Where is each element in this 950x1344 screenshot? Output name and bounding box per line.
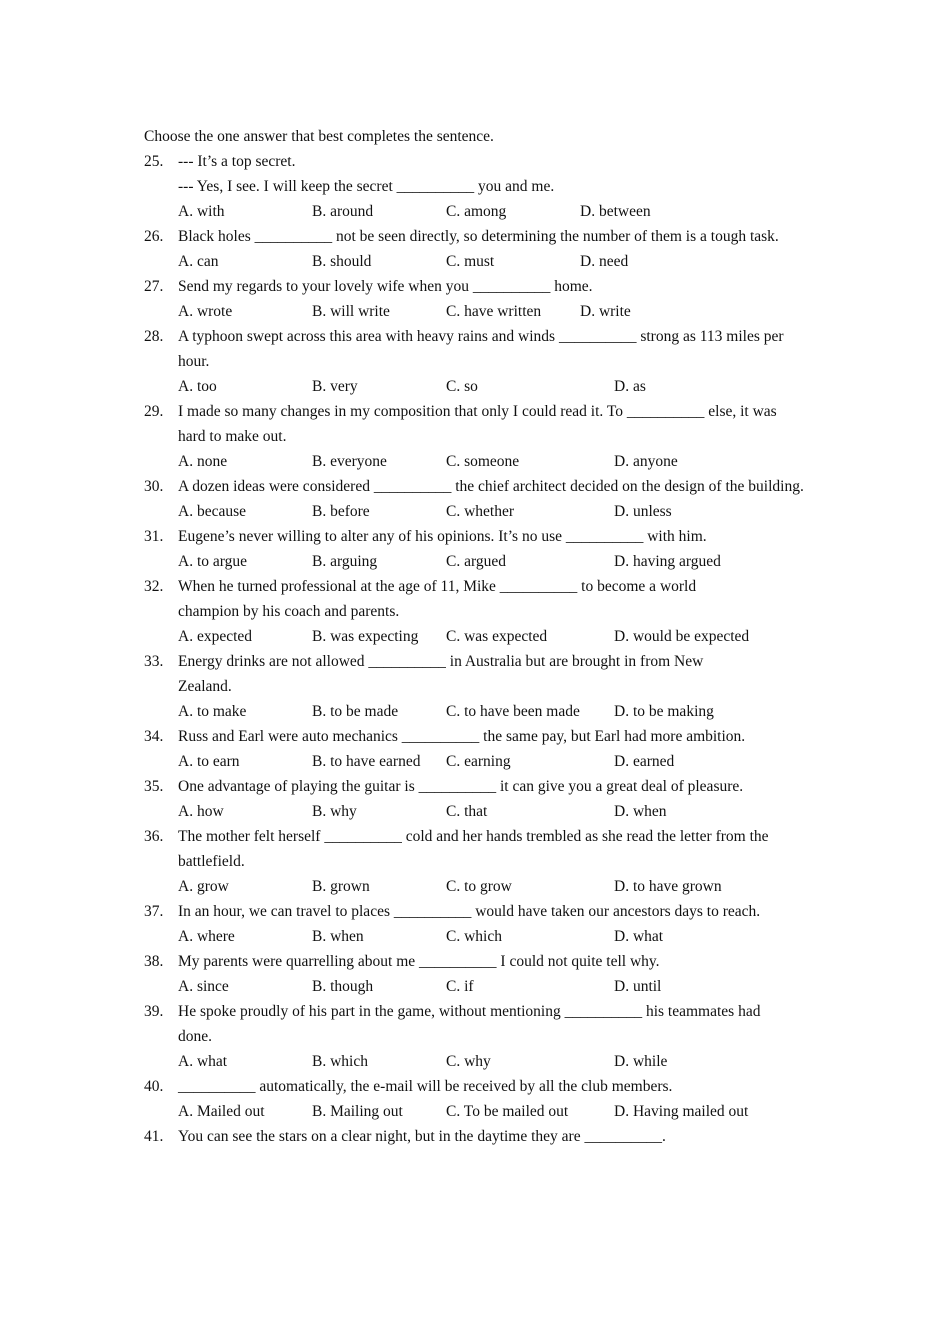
question-stem: Energy drinks are not allowed __________ in Australia but are brought in from New Zealand. <box>178 653 704 695</box>
options-row <box>178 374 808 399</box>
question-number: 31. <box>144 528 164 545</box>
question-body <box>178 324 808 399</box>
question-number: 33. <box>144 653 164 670</box>
option-b[interactable]: B. why <box>312 803 357 820</box>
option-c[interactable]: C. among <box>446 203 507 220</box>
question-body <box>178 899 808 949</box>
options-row <box>178 549 808 574</box>
option-c[interactable]: C. To be mailed out <box>446 1103 569 1120</box>
options-row <box>178 974 808 999</box>
question-number: 29. <box>144 403 164 420</box>
option-a[interactable]: A. to make <box>178 703 247 720</box>
question-stem-line-1: --- It’s a top secret. <box>178 153 296 170</box>
options-row <box>178 799 808 824</box>
question-stem: Black holes __________ not be seen directly, so determining the number of them is a tough task. <box>178 228 779 245</box>
question-stem-line-2: --- Yes, I see. I will keep the secret __________ you and me. <box>178 178 555 195</box>
option-b[interactable]: B. everyone <box>312 453 387 470</box>
option-d[interactable]: D. until <box>614 978 662 995</box>
option-b[interactable]: B. before <box>312 503 370 520</box>
question-26 <box>144 224 808 274</box>
option-b[interactable]: B. should <box>312 253 372 270</box>
options-row <box>178 1099 808 1124</box>
question-number: 40. <box>144 1078 164 1095</box>
option-b[interactable]: B. though <box>312 978 374 995</box>
option-c[interactable]: C. have written <box>446 303 542 320</box>
question-stem: I made so many changes in my composition that only I could read it. To __________ else, it was hard to make out. <box>178 403 777 445</box>
option-b[interactable]: B. will write <box>312 303 390 320</box>
option-c[interactable]: C. to have been made <box>446 703 580 720</box>
options-row <box>178 199 808 224</box>
option-a[interactable]: A. grow <box>178 878 229 895</box>
question-body <box>178 949 808 999</box>
options-row <box>178 449 808 474</box>
options-row <box>178 299 808 324</box>
question-29 <box>144 399 808 474</box>
option-a[interactable]: A. too <box>178 378 217 395</box>
option-d[interactable]: D. having argued <box>614 553 721 570</box>
question-number: 37. <box>144 903 164 920</box>
question-body <box>178 149 808 224</box>
question-stem: Eugene’s never willing to alter any of his opinions. It’s no use __________ with him. <box>178 528 707 545</box>
option-b[interactable]: B. which <box>312 1053 368 1070</box>
question-number: 27. <box>144 278 164 295</box>
question-body <box>178 524 808 574</box>
question-25 <box>144 149 808 224</box>
option-a[interactable]: A. where <box>178 928 235 945</box>
option-d[interactable]: D. as <box>614 378 646 395</box>
question-30 <box>144 474 808 524</box>
option-b[interactable]: B. very <box>312 378 358 395</box>
question-36 <box>144 824 808 899</box>
question-body <box>178 274 808 324</box>
question-number: 32. <box>144 578 164 595</box>
question-body <box>178 224 808 274</box>
option-c[interactable]: C. argued <box>446 553 506 570</box>
question-stem: __________ automatically, the e-mail will be received by all the club members. <box>178 1078 673 1095</box>
option-a[interactable]: A. to argue <box>178 553 248 570</box>
question-body <box>178 474 808 524</box>
question-27 <box>144 274 808 324</box>
option-d[interactable]: D. need <box>580 253 629 270</box>
option-c[interactable]: C. was expected <box>446 628 548 645</box>
question-body <box>178 1074 808 1124</box>
option-b[interactable]: B. was expecting <box>312 628 419 645</box>
question-body <box>178 724 808 774</box>
question-34 <box>144 724 808 774</box>
option-d[interactable]: D. to have grown <box>614 878 722 895</box>
options-row <box>178 499 808 524</box>
question-stem: One advantage of playing the guitar is __________ it can give you a great deal of pleasure. <box>178 778 744 795</box>
option-c[interactable]: C. so <box>446 378 478 395</box>
question-stem: In an hour, we can travel to places __________ would have taken our ancestors days to reach. <box>178 903 761 920</box>
question-number: 38. <box>144 953 164 970</box>
option-c[interactable]: C. whether <box>446 503 515 520</box>
question-body <box>178 824 808 899</box>
question-39 <box>144 999 808 1074</box>
option-a[interactable]: A. because <box>178 503 246 520</box>
option-a[interactable]: A. to earn <box>178 753 240 770</box>
question-28 <box>144 324 808 399</box>
options-row <box>178 924 808 949</box>
option-a[interactable]: A. can <box>178 253 219 270</box>
option-c[interactable]: C. earning <box>446 753 511 770</box>
question-37 <box>144 899 808 949</box>
question-number: 25. <box>144 153 164 170</box>
question-32 <box>144 574 808 649</box>
question-38 <box>144 949 808 999</box>
option-c[interactable]: C. must <box>446 253 495 270</box>
option-c[interactable]: C. if <box>446 978 474 995</box>
option-d[interactable]: D. earned <box>614 753 675 770</box>
question-stem: You can see the stars on a clear night, but in the daytime they are __________. <box>178 1128 666 1145</box>
question-number: 34. <box>144 728 164 745</box>
option-d[interactable]: D. write <box>580 303 631 320</box>
question-number: 41. <box>144 1128 164 1145</box>
question-body <box>178 574 808 649</box>
option-d[interactable]: D. Having mailed out <box>614 1103 749 1120</box>
question-body <box>178 649 808 724</box>
question-stem: My parents were quarrelling about me __________ I could not quite tell why. <box>178 953 660 970</box>
option-a[interactable]: A. none <box>178 453 228 470</box>
option-a[interactable]: A. expected <box>178 628 253 645</box>
options-row <box>178 874 808 899</box>
question-body <box>178 399 808 474</box>
option-d[interactable]: D. unless <box>614 503 672 520</box>
question-body <box>178 1124 808 1149</box>
question-stem: A typhoon swept across this area with heavy rains and winds __________ strong as 113 miles per hour. <box>178 328 784 370</box>
question-number: 35. <box>144 778 164 795</box>
option-a[interactable]: A. what <box>178 1053 228 1070</box>
options-row <box>178 1049 808 1074</box>
option-b[interactable]: B. arguing <box>312 553 378 570</box>
question-41 <box>144 1124 808 1149</box>
question-stem: When he turned professional at the age of 11, Mike __________ to become a world champion by his coach and parents. <box>178 578 697 620</box>
option-b[interactable]: B. to have earned <box>312 753 421 770</box>
question-stem: He spoke proudly of his part in the game, without mentioning __________ his teammates had done. <box>178 1003 761 1045</box>
option-d[interactable]: D. while <box>614 1053 668 1070</box>
option-c[interactable]: C. which <box>446 928 502 945</box>
option-c[interactable]: C. why <box>446 1053 491 1070</box>
question-number: 26. <box>144 228 164 245</box>
option-c[interactable]: C. someone <box>446 453 520 470</box>
question-number: 28. <box>144 328 164 345</box>
question-stem: The mother felt herself __________ cold and her hands trembled as she read the letter from the battlefield. <box>178 828 769 870</box>
options-row <box>178 749 808 774</box>
question-33 <box>144 649 808 724</box>
option-b[interactable]: B. to be made <box>312 703 399 720</box>
question-number: 39. <box>144 1003 164 1020</box>
question-35 <box>144 774 808 824</box>
option-b[interactable]: B. when <box>312 928 364 945</box>
question-40 <box>144 1074 808 1124</box>
option-d[interactable]: D. what <box>614 928 664 945</box>
option-a[interactable]: A. wrote <box>178 303 233 320</box>
option-d[interactable]: D. when <box>614 803 667 820</box>
option-b[interactable]: B. around <box>312 203 374 220</box>
option-d[interactable]: D. to be making <box>614 703 714 720</box>
options-row <box>178 624 808 649</box>
question-stem: Russ and Earl were auto mechanics __________ the same pay, but Earl had more ambition. <box>178 728 746 745</box>
question-number: 30. <box>144 478 164 495</box>
option-b[interactable]: B. Mailing out <box>312 1103 403 1120</box>
option-c[interactable]: C. to grow <box>446 878 512 895</box>
question-stem: Send my regards to your lovely wife when you __________ home. <box>178 278 593 295</box>
option-a[interactable]: A. with <box>178 203 225 220</box>
instruction-text: Choose the one answer that best completes the sentence. <box>144 128 494 145</box>
exam-page <box>144 124 808 1149</box>
option-a[interactable]: A. how <box>178 803 224 820</box>
option-a[interactable]: A. Mailed out <box>178 1103 265 1120</box>
question-stem: A dozen ideas were considered __________ the chief architect decided on the design of the building. <box>178 478 804 495</box>
question-body <box>178 999 808 1074</box>
option-c[interactable]: C. that <box>446 803 488 820</box>
question-number: 36. <box>144 828 164 845</box>
options-row <box>178 699 808 724</box>
option-d[interactable]: D. would be expected <box>614 628 750 645</box>
option-a[interactable]: A. since <box>178 978 229 995</box>
options-row <box>178 249 808 274</box>
question-31 <box>144 524 808 574</box>
question-body <box>178 774 808 824</box>
option-d[interactable]: D. anyone <box>614 453 678 470</box>
option-b[interactable]: B. grown <box>312 878 370 895</box>
option-d[interactable]: D. between <box>580 203 651 220</box>
